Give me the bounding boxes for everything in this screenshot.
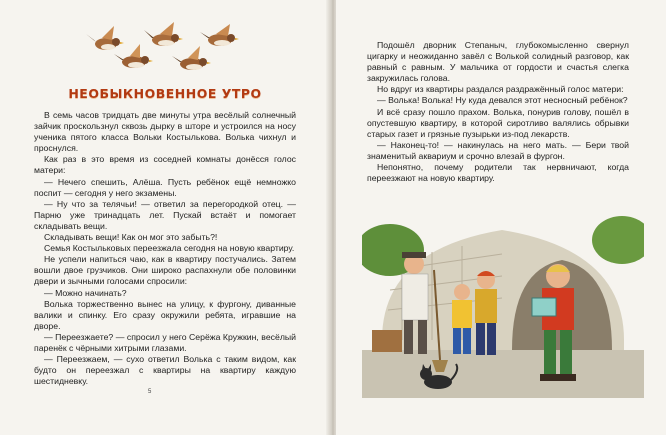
paragraph: Подошёл дворник Степаныч, глубокомысленно свернул цигарку и неожиданно завёл с Волькой солидный разговор, как равный с равным. У мальчика от гордости и счастья слегка закружилась голова. <box>367 40 629 84</box>
paragraph: Семья Костыльковых переезжала сегодня на новую квартиру. <box>44 243 295 254</box>
paragraph: Непонятно, почему родители так нервничают, когда переезжают на новую квартиру. <box>367 162 629 184</box>
left-page-text <box>34 110 296 387</box>
courtyard-ground <box>362 350 644 398</box>
sparrow-bird <box>86 26 124 50</box>
chapter-title: НЕОБЫКНОВЕННОЕ УТРО <box>68 86 262 101</box>
sparrow-bird <box>114 44 153 68</box>
paragraph: Но вдруг из квартиры раздался раздражённый голос матери: <box>377 84 624 95</box>
paragraph: — Переезжаем, — сухо ответил Волька с таким видом, как будто он переезжал с квартиры на квартиру каждую шестидневку. <box>34 354 296 387</box>
paragraph: В семь часов тридцать две минуты утра весёлый солнечный зайчик проскользнул сквозь дырку в шторе и устроился на носу ученика пятого класса Вольки Костылькова. Волька чихнул и проснулся. <box>34 110 296 154</box>
sparrow-bird <box>144 22 183 46</box>
paragraph: Складывать вещи! Как он мог это забыть?! <box>44 232 218 243</box>
sparrow-bird <box>200 24 239 46</box>
page-number: 5 <box>148 389 152 395</box>
paragraph: Не успели напиться чаю, как в квартиру постучались. Затем вошли двое грузчиков. Они широко распахнули обе половинки двери и зычными голосами спросили: <box>34 254 296 287</box>
left-page <box>0 0 330 435</box>
paragraph: Как раз в это время из соседней комнаты донёсся голос матери: <box>34 154 296 176</box>
paragraph: И всё сразу пошло прахом. Волька, понурив голову, пошёл в опустевшую квартиру, в которой сиротливо валялись обрывки старых газет и грязные пузырьки из-под лекарств. <box>367 106 629 139</box>
paragraph: — Ну что за телячьи! — ответил за перегородкой отец. — Парню уже тринадцать лет. Пускай встаёт и помогает складывать вещи. <box>34 198 296 231</box>
wooden-crate <box>372 330 402 352</box>
paragraph: — Переезжаете? — спросил у него Серёжа Кружкин, весёлый паренёк с чёрными хитрыми глазами. <box>34 331 296 353</box>
sparrow-bird <box>172 46 211 70</box>
aquarium <box>532 298 556 316</box>
moving-day-illustration <box>362 210 644 398</box>
right-page-text <box>367 40 629 184</box>
paragraph: — Можно начинать? <box>44 287 127 298</box>
sparrows-illustration <box>84 20 244 80</box>
paragraph: — Наконец-то! — накинулась на него мать. — Бери твой знаменитый аквариум и срочно влезай в фургон. <box>367 139 629 161</box>
paragraph: — Волька! Волька! Ну куда девался этот несносный ребёнок? <box>377 95 628 106</box>
paragraph: Волька торжественно вынес на улицу, к фургону, диванные валики и спинку. Его сразу окружили ребята, игравшие на дворе. <box>34 298 296 331</box>
paragraph: — Нечего спешить, Алёша. Пусть ребёнок ещё немножко поспит — сегодня у него экзамены. <box>34 176 296 198</box>
